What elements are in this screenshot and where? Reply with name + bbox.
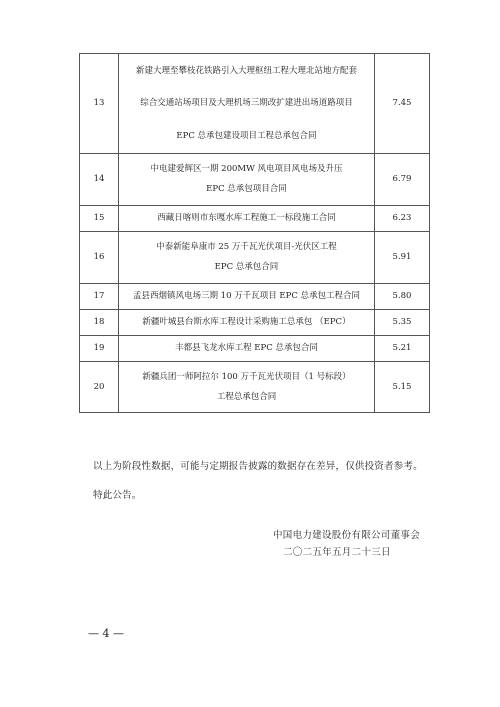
contracts-table — [79, 53, 430, 413]
row-number-cell: 18 — [80, 310, 119, 336]
contract-amount-cell: 6.23 — [375, 206, 430, 232]
table-row — [80, 232, 430, 284]
row-number-cell: 14 — [80, 154, 119, 206]
table-body — [80, 54, 430, 413]
project-name-cell — [119, 310, 375, 336]
project-name-cell — [119, 336, 375, 362]
table-row — [80, 54, 430, 154]
contract-amount-cell: 5.80 — [375, 284, 430, 310]
project-name-line: EPC 总承包项目合同 — [206, 184, 287, 194]
contract-amount-cell: 5.15 — [375, 362, 430, 413]
project-name-line: 工程总承包合同 — [216, 391, 277, 402]
table-row — [80, 362, 430, 413]
project-name-line: EPC 总承包建设项目工程总承包合同 — [176, 130, 317, 141]
table-row — [80, 336, 430, 362]
disclaimer-text: 以上为阶段性数据，可能与定期报告披露的数据存在差异，仅供投资者参考。 — [93, 461, 423, 472]
table-row — [80, 206, 430, 232]
contract-amount-cell: 7.45 — [375, 54, 430, 154]
row-number-cell: 15 — [80, 206, 119, 232]
signature-company: 中国电力建设股份有限公司董事会 — [273, 530, 421, 541]
project-name-line: 中泰新能阜康市 25 万千瓦光伏项目-光伏区工程 — [156, 242, 337, 253]
project-name-cell — [119, 362, 375, 413]
table-row — [80, 310, 430, 336]
project-name-cell — [119, 154, 375, 206]
contract-amount-cell: 6.79 — [375, 154, 430, 206]
project-name-line: 西藏日喀则市东嘎水库工程施工一标段施工合同 — [157, 213, 336, 224]
row-number-cell: 17 — [80, 284, 119, 310]
contract-amount-cell: 5.91 — [375, 232, 430, 284]
project-name-line: 中电建爱辉区一期 200MW 风电项目风电场及升压 — [150, 164, 343, 175]
row-number-cell: 13 — [80, 54, 119, 154]
project-name-line: 新疆叶城县台斯水库工程设计采购施工总承包 （EPC） — [142, 317, 351, 328]
project-name-cell — [119, 54, 375, 154]
project-name-line: EPC 总承包合同 — [214, 262, 279, 272]
announcement-text: 特此公告。 — [93, 490, 142, 501]
page-number: — 4 — — [88, 627, 124, 640]
project-name-line: 综合交通站场项目及大理机场三期改扩建进出场道路项目 — [140, 98, 353, 109]
table-row — [80, 154, 430, 206]
table-row — [80, 284, 430, 310]
project-name-line: 新疆兵团一师阿拉尔 100 万千瓦光伏项目（1 号标段） — [142, 371, 351, 382]
project-name-line: 孟县西烟镇风电场三期 10 万千瓦项目 EPC 总承包工程合同 — [132, 291, 361, 302]
project-name-cell — [119, 232, 375, 284]
signature-date: 二〇二五年五月二十三日 — [283, 547, 391, 558]
contract-amount-cell: 5.21 — [375, 336, 430, 362]
project-name-cell — [119, 206, 375, 232]
row-number-cell: 16 — [80, 232, 119, 284]
project-name-line: 新建大理至攀枝花铁路引入大理枢纽工程大理北站地方配套 — [135, 65, 357, 76]
row-number-cell: 20 — [80, 362, 119, 413]
contract-amount-cell: 5.35 — [375, 310, 430, 336]
project-name-line: 丰都县飞龙水库工程 EPC 总承包合同 — [175, 343, 318, 354]
row-number-cell: 19 — [80, 336, 119, 362]
project-name-cell — [119, 284, 375, 310]
